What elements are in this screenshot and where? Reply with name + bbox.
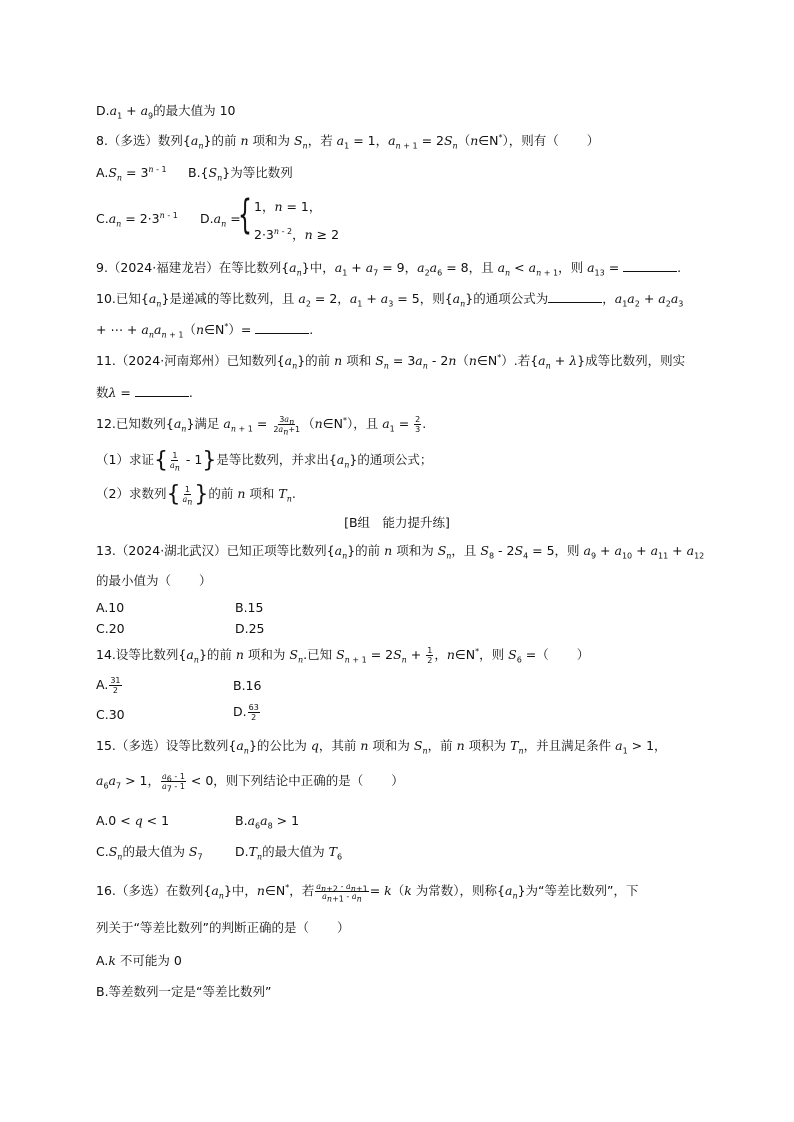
q8-d-case-1: 1，n = 1，: [254, 199, 322, 214]
q15-option-b: $B.a_6a_8 > 1$: [235, 813, 300, 831]
q13-line-1: 13.（2024·湖北武汉）已知正项等比数列$\{a_n\}$的前 n 项和为 $S_n$，且 $S_8 - 2S_4 = 5$，则 $a_9 + a_{10} + a_{11} + a_{12}$: [96, 543, 705, 561]
q15-option-c: $C.S_n$的最大值为 $S_7$: [96, 844, 203, 862]
q13-line-2: 的最小值为（ ）: [96, 573, 212, 588]
q8-stem: 8.（多选）数列$\{a_n\}$的前 n 项和为 $S_n$，若 $a_1 = 1$，$a_{n + 1}$ = $2S_n(n\in N^*)$，则有（ ）: [96, 132, 600, 151]
q8-option-a: $A.S_n = 3^{n - 1}$: [96, 164, 167, 183]
q14-option-a: A. $\frac{31}{2}$: [96, 676, 121, 695]
q15-line-2: $a_6a_7 > 1$， $\frac{a_6 - 1}{a_7 - 1}$ < 0，则下列结论中正确的是（ ）: [96, 772, 404, 794]
q10-line-1: 10.已知$\{a_n\}$是递减的等比数列，且 $a_2 = 2$，$a_1 + a_3 = 5$，则$\{a_n\}$的通项公式为 ，$a_1a_2 + a_2a_3$: [96, 291, 684, 309]
q12-part-2: （2）求数列{ $\frac{1}{a_n}$ }的前 n 项和 $T_n$.: [96, 481, 296, 507]
q14-option-d: D. $\frac{63}{2}$: [233, 703, 259, 722]
q11-line-1: 11.（2024·河南郑州）已知数列$\{a_n\}$的前 n 项和 $S_n = 3a_n$ - 2n（n∈N*）.若$\{a_n + \lambda\}$成等比数列，则实: [96, 352, 686, 371]
q8-option-b: $B.\{S_n\}$为等比数列: [188, 165, 293, 183]
section-b-header: [B组 能力提升练]: [344, 515, 450, 530]
q14-stem: 14.设等比数列$\{a_n\}$的前 n 项和为 $S_n$.已知 $S_{n + 1} = 2S_n$ + $\frac{1}{2}$ ，n∈N*，则 $S_6$ =（ ）: [96, 646, 590, 665]
q13-option-c: C.20: [96, 621, 125, 636]
piecewise-brace-icon: {: [238, 192, 252, 238]
q10-line-2: + ⋯ + $a_na_{n + 1}(n\in N^*)=$ .: [96, 321, 314, 340]
q9: 9.（2024·福建龙岩）在等比数列$\{a_n\}$中，$a_1 + a_7 = 9$，$a_2a_6 = 8$，且 $a_n < a_{n + 1}$，则 $a_{13}$ = .: [96, 260, 682, 278]
q14-option-c: C.30: [96, 707, 125, 722]
q16-line-1: 16.（多选）在数列$\{a_n\}$中，n∈N*，若 $\frac{a_{n+2} - a_{n+1}}{a_{n+1} - a_n}$ = k（k 为常数），则称$\{a_n\}$为“等差比数列”，下: [96, 882, 639, 904]
q16-option-b: B.等差数列一定是“等差比数列”: [96, 984, 272, 999]
q12-part-1: （1）求证{ $\frac{1}{a_n}$ - 1}是等比数列，并求出$\{a_n\}$的通项公式；: [96, 447, 433, 473]
q13-option-d: D.25: [235, 621, 265, 636]
q13-option-b: B.15: [235, 600, 264, 615]
q12-stem: 12.已知数列$\{a_n\}$满足 $a_{n + 1}$ = $\frac{3a_n}{2a_n+1}$ （n∈N*），且 $a_1$ = $\frac{2}{3}$ .: [96, 415, 427, 437]
q7-option-d: $D.a_1 + a_9$的最大值为 10: [96, 103, 236, 121]
q8-d-case-2: $2\cdot 3^{n - 2}$，n ≥ 2: [254, 226, 340, 242]
q16-option-a: A.k 不可能为 0: [96, 953, 182, 968]
q15-option-a: A.0 < q < 1: [96, 813, 170, 828]
q11-line-2: 数λ = .: [96, 385, 193, 400]
q8-option-c: $C.a_n = 2\cdot 3^{n - 1}$: [96, 210, 178, 229]
q14-option-b: B.16: [233, 678, 262, 693]
q13-option-a: A.10: [96, 600, 125, 615]
q15-option-d: $D.T_n$的最大值为 $T_6$: [235, 844, 343, 862]
q15-line-1: 15.（多选）设等比数列$\{a_n\}$的公比为 q，其前 n 项和为 $S_n$，前 n 项积为 $T_n$，并且满足条件 $a_1 > 1$，: [96, 738, 667, 756]
q16-line-2: 列关于“等差比数列”的判断正确的是（ ）: [96, 920, 350, 935]
